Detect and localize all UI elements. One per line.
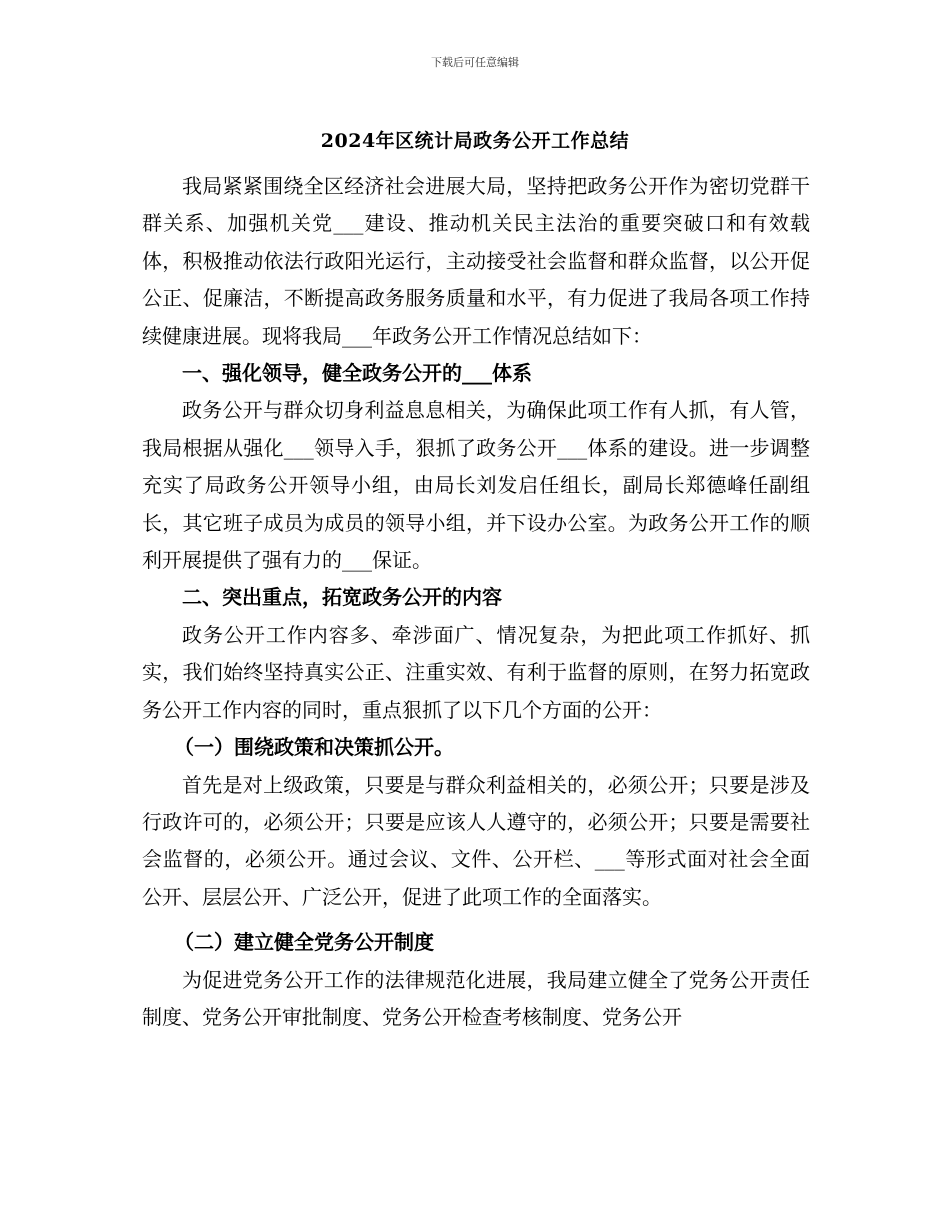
intro-paragraph: 我局紧紧围绕全区经济社会进展大局，坚持把政务公开作为密切党群干群关系、加强机关党___建设、推动机关民主法治的重要突破口和有效载体，积极推动依法行政阳光运行，主动接受社会监督和群众监督，以公开促公正、促廉洁，不断提高政务服务质量和水平，有力促进了我局各项工作持续健康进展。现将我局___年政务公开工作情况总结如下： <box>142 174 810 348</box>
spacer <box>142 916 810 924</box>
subsection2-heading: （二）建立健全党务公开制度 <box>174 930 434 955</box>
subsection1-paragraph: 首先是对上级政策，只要是与群众利益相关的，必须公开；只要是涉及行政许可的，必须公开；只要是应该人人遵守的，必须公开；只要是需要社会监督的，必须公开。通过会议、文件、公开栏、___等形式面对社会全面公开、层层公开、广泛公开，促进了此项工作的全面落实。 <box>142 772 810 909</box>
document-title: 2024年区统计局政务公开工作总结 <box>320 130 630 152</box>
section2-heading: 二、突出重点，拓宽政务公开的内容 <box>182 585 502 610</box>
subsection2-paragraph: 为促进党务公开工作的法律规范化进展，我局建立健全了党务公开责任制度、党务公开审批制度、党务公开检查考核制度、党务公开 <box>142 967 810 1029</box>
header-note: 下载后可任意编辑 <box>431 56 519 69</box>
subsection1-heading: （一）围绕政策和决策抓公开。 <box>174 735 454 760</box>
section1-heading: 一、强化领导，健全政务公开的___体系 <box>182 361 532 386</box>
section2-paragraph: 政务公开工作内容多、牵涉面广、情况复杂，为把此项工作抓好、抓实，我们始终坚持真实公正、注重实效、有利于监督的原则，在努力拓宽政务公开工作内容的同时，重点狠抓了以下几个方面的公开： <box>142 622 810 722</box>
section1-paragraph: 政务公开与群众切身利益息息相关，为确保此项工作有人抓，有人管，我局根据从强化___领导入手，狠抓了政务公开___体系的建设。进一步调整充实了局政务公开领导小组，由局长刘发启任组长，副局长郑德峰任副组长，其它班子成员为成员的领导小组，并下设办公室。为政务公开工作的顺利开展提供了强有力的___保证。 <box>142 398 810 573</box>
document-body <box>142 168 810 1036</box>
